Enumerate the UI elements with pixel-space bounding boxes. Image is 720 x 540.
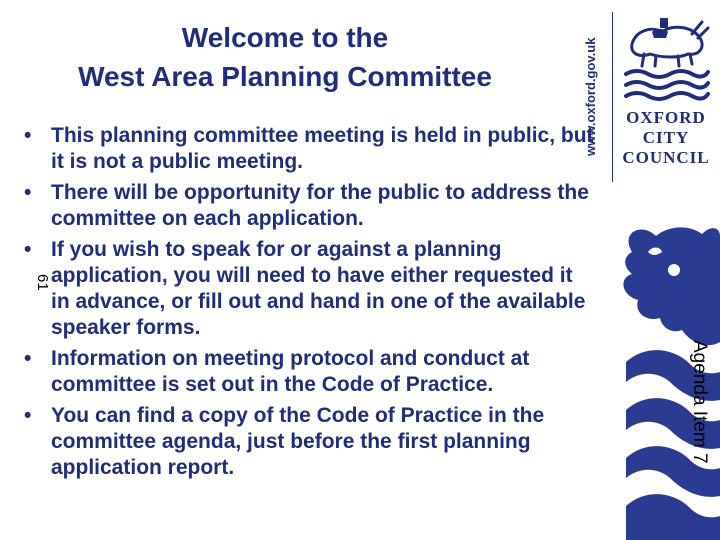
council-name <box>612 108 720 168</box>
bullet-item <box>22 237 597 341</box>
oxford-crest-icon <box>622 14 710 106</box>
bullet-item <box>22 180 597 232</box>
bullet-marker: • <box>24 181 32 204</box>
bullet-marker: • <box>24 404 32 427</box>
bullet-item <box>22 403 597 481</box>
bullet-item <box>22 346 597 398</box>
bullet-marker: • <box>24 347 32 370</box>
bullet-text: There will be opportunity for the public to address the committee on each application. <box>51 181 589 230</box>
bullet-marker: • <box>24 238 32 261</box>
council-name-line-2: CITY <box>642 128 690 147</box>
title-line-1: Welcome to the <box>181 22 389 53</box>
bullet-item <box>22 123 597 175</box>
council-website: www.oxford.gov.uk <box>583 37 598 157</box>
slide-title <box>0 18 570 96</box>
bullet-text: This planning committee meeting is held in public, but it is not a public meeting. <box>51 124 594 173</box>
bullet-list <box>22 123 597 486</box>
page-number: 61 <box>34 274 51 291</box>
bullet-text: You can find a copy of the Code of Practice in the committee agenda, just before the first planning application report. <box>51 404 545 479</box>
council-name-line-3: COUNCIL <box>622 148 710 167</box>
agenda-item-label: Agenda Item 7 <box>689 340 710 464</box>
title-line-2: West Area Planning Committee <box>78 61 492 92</box>
bullet-text: Information on meeting protocol and conduct at committee is set out in the Code of Practice. <box>51 347 530 396</box>
council-name-line-1: OXFORD <box>626 108 706 127</box>
bullet-marker: • <box>24 124 32 147</box>
bullet-text: If you wish to speak for or against a planning application, you will need to have either requested it in advance, or fill out and hand in one of the available speaker forms. <box>51 238 586 339</box>
